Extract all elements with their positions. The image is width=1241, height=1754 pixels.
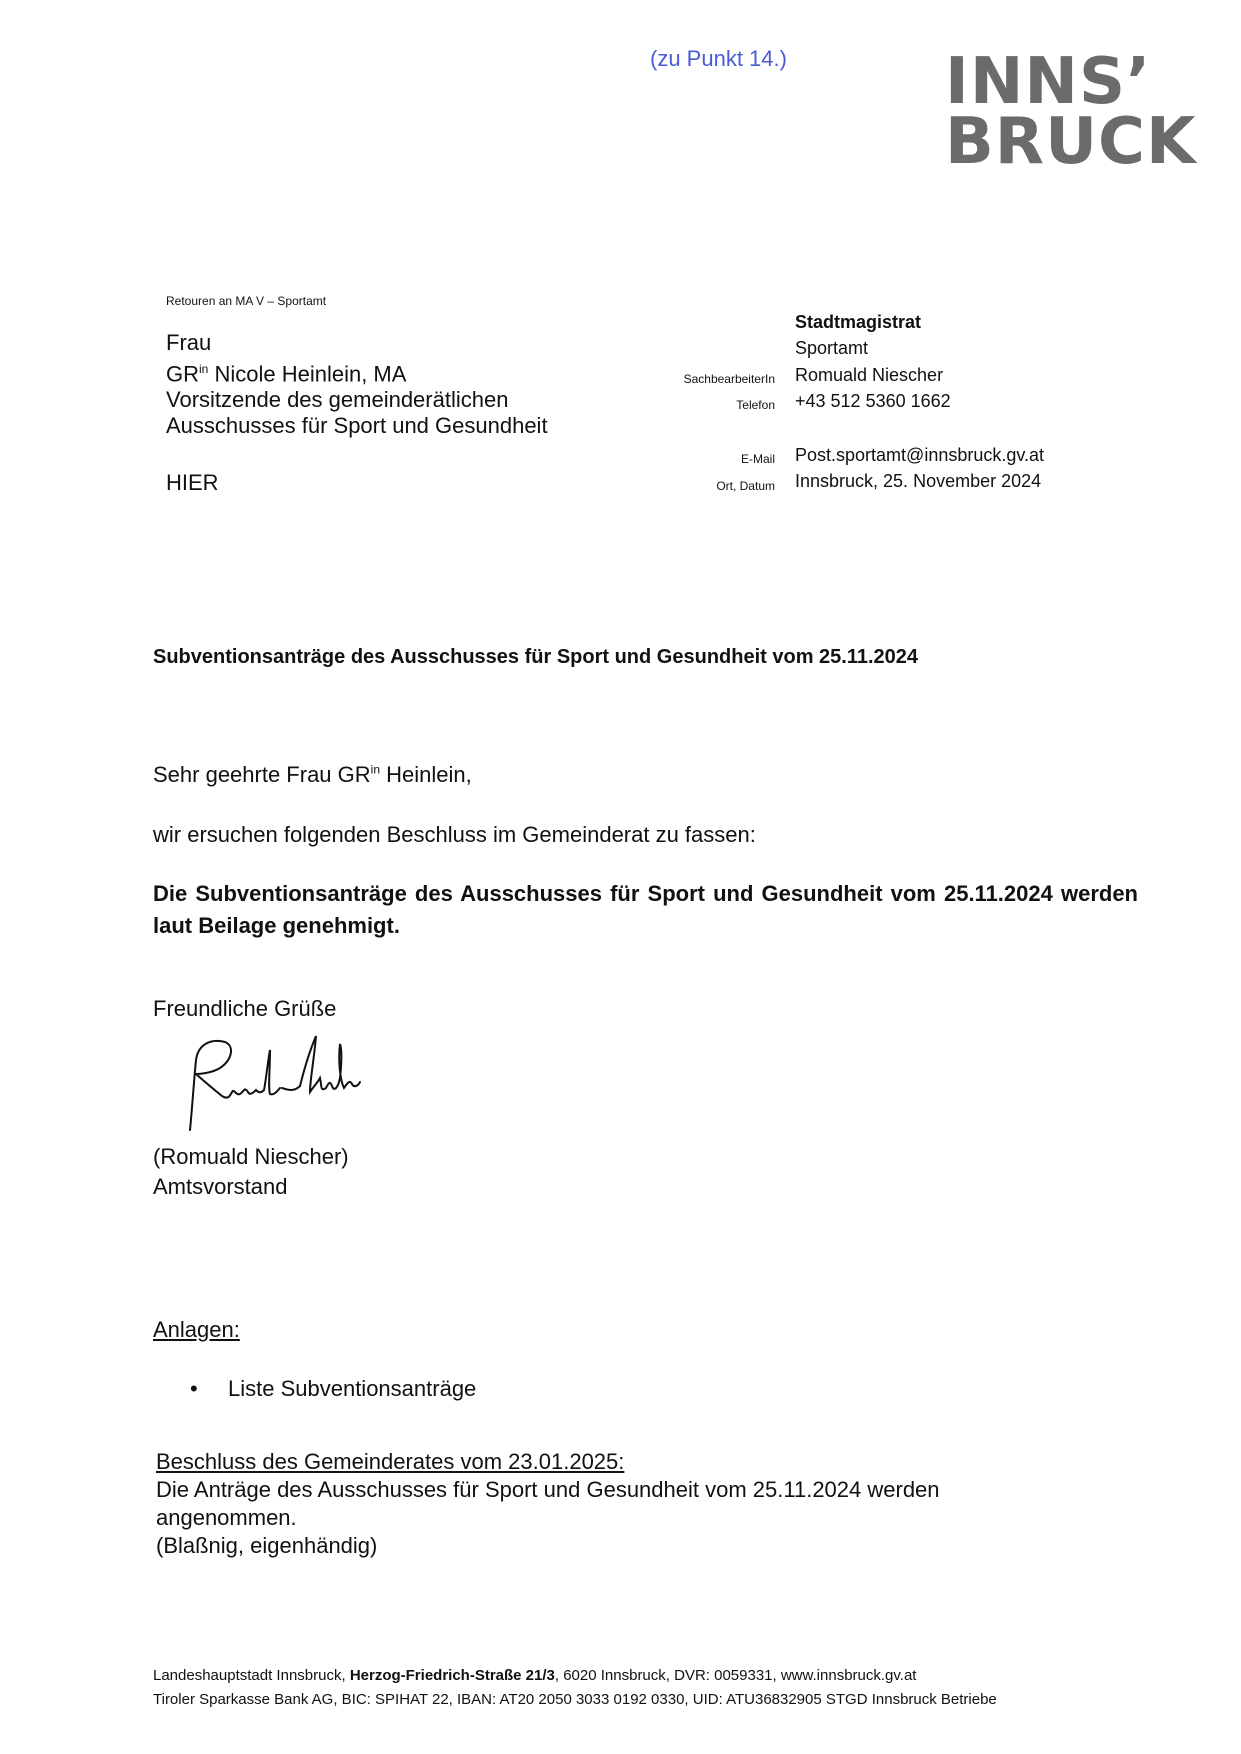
recipient-title-sup: in <box>199 362 209 376</box>
recipient-salutation: Frau <box>166 330 212 355</box>
return-address: Retouren an MA V – Sportamt <box>166 294 327 308</box>
greeting-sup: in <box>370 762 381 777</box>
footer-line-1-address: Herzog-Friedrich-Straße 21/3 <box>349 1667 555 1684</box>
sender-department: Sportamt <box>795 338 869 358</box>
ruling-note: (Blaßnig, eigenhändig) <box>156 1533 378 1558</box>
signer-role: Amtsvorstand <box>153 1174 288 1199</box>
footer-line-1 <box>153 1664 997 1688</box>
greeting-post: Heinlein, <box>380 762 472 787</box>
clerk-name: Romuald Niescher <box>795 365 944 385</box>
logo-line-2: BRUCK <box>945 105 1197 179</box>
footer-line-1-post: , 6020 Innsbruck, DVR: 0059331, www.innsbruck.gv.at <box>554 1667 917 1684</box>
sender-organization: Stadtmagistrat <box>795 312 922 332</box>
ruling-heading: Beschluss des Gemeinderates vom 23.01.2025: <box>156 1449 625 1474</box>
signer-block <box>153 1142 349 1202</box>
phone-label: Telefon <box>736 398 775 412</box>
ruling-text: Die Anträge des Ausschusses für Sport und Gesundheit vom 25.11.2024 werden angenommen. <box>156 1477 940 1530</box>
recipient-title: GR <box>166 361 199 387</box>
recipient-address <box>166 330 548 439</box>
footer <box>153 1664 997 1712</box>
agenda-reference: (zu Punkt 14.) <box>650 46 787 71</box>
attachment-item-label: Liste Subventionsanträge <box>228 1376 477 1401</box>
footer-line-1-pre: Landeshauptstadt Innsbruck, <box>153 1667 350 1684</box>
phone-number: +43 512 5360 1662 <box>795 391 951 411</box>
email-label: E-Mail <box>740 452 775 466</box>
signature-image <box>170 1030 370 1140</box>
attachments-label: Anlagen: <box>153 1317 240 1342</box>
logo-line-1: INNS’ <box>945 45 1152 119</box>
clerk-label: SachbearbeiterIn <box>683 372 775 386</box>
council-ruling <box>156 1448 1056 1560</box>
letter-subject: Subventionsanträge des Ausschusses für Sport und Gesundheit vom 25.11.2024 <box>153 646 919 668</box>
greeting-pre: Sehr geehrte Frau GR <box>153 762 371 787</box>
place-date: Innsbruck, 25. November 2024 <box>795 471 1042 491</box>
recipient-name: Nicole Heinlein, MA <box>208 361 407 387</box>
recipient-name-line <box>166 356 548 387</box>
signer-name: (Romuald Niescher) <box>153 1144 349 1169</box>
bullet-icon: • <box>190 1376 198 1401</box>
email-address: Post.sportamt@innsbruck.gv.at <box>795 445 1045 465</box>
decision-text: Die Subventionsanträge des Ausschusses für Sport und Gesundheit vom 25.11.2024 werden laut Beilage genehmigt. <box>153 881 1138 938</box>
innsbruck-logo <box>945 45 1197 179</box>
recipient-location: HIER <box>166 470 219 495</box>
footer-line-2: Tiroler Sparkasse Bank AG, BIC: SPIHAT 22, IBAN: AT20 2050 3033 0192 0330, UID: ATU36832905 STGD Innsbruck Betriebe <box>153 1691 997 1708</box>
greeting <box>153 762 472 788</box>
request-text: wir ersuchen folgenden Beschluss im Gemeinderat zu fassen: <box>153 822 756 847</box>
recipient-role-2: Ausschusses für Sport und Gesundheit <box>166 413 548 439</box>
place-date-label: Ort, Datum <box>716 479 775 493</box>
closing: Freundliche Grüße <box>153 996 337 1021</box>
attachment-item <box>190 1376 476 1402</box>
recipient-role-1: Vorsitzende des gemeinderätlichen <box>166 387 509 413</box>
